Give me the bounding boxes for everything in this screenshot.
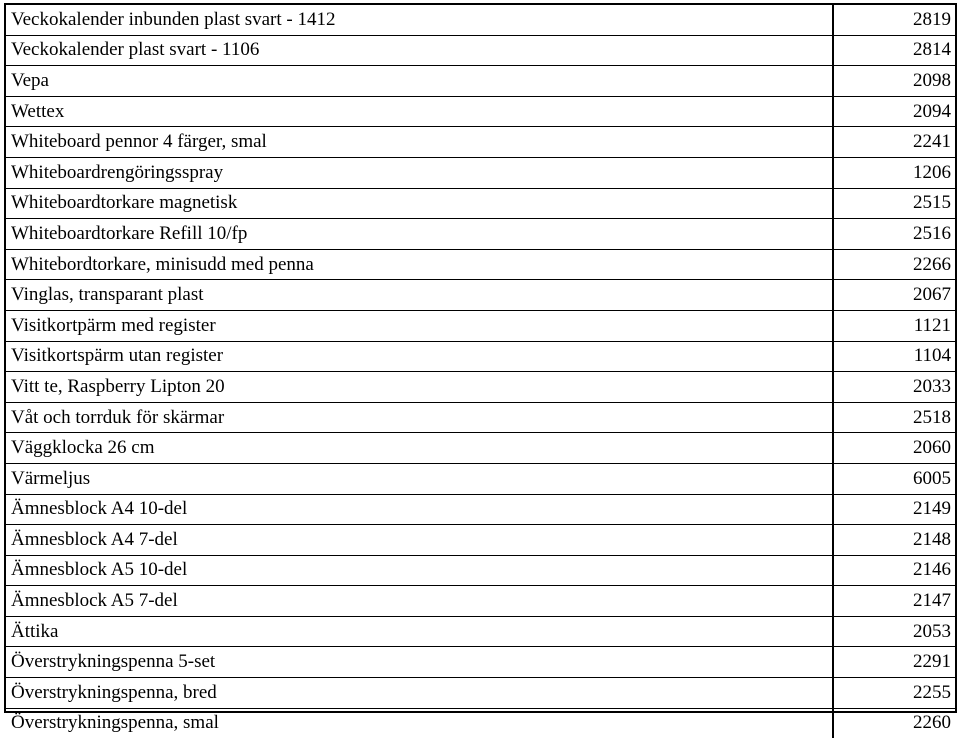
table-row [6,525,955,556]
table-row [6,678,955,709]
product-name-cell: Whitebordtorkare, minisudd med penna [6,249,833,280]
product-name-cell: Väggklocka 26 cm [6,433,833,464]
table-row [6,280,955,311]
product-number-cell: 2098 [833,66,955,97]
product-name-cell: Whiteboardtorkare magnetisk [6,188,833,219]
product-number-cell: 2148 [833,525,955,556]
product-number-cell: 2241 [833,127,955,158]
product-number-cell: 2516 [833,219,955,250]
table-row [6,157,955,188]
product-name-cell: Veckokalender inbunden plast svart - 1412 [6,5,833,35]
table-row [6,341,955,372]
product-number-cell: 2067 [833,280,955,311]
product-number-cell: 2060 [833,433,955,464]
product-name-cell: Överstrykningspenna, bred [6,678,833,709]
product-number-cell: 6005 [833,463,955,494]
product-name-cell: Visitkortpärm med register [6,310,833,341]
product-name-cell: Vepa [6,66,833,97]
product-number-cell: 2291 [833,647,955,678]
table-row [6,5,955,35]
product-name-cell: Värmeljus [6,463,833,494]
table-row [6,66,955,97]
product-number-cell: 2515 [833,188,955,219]
product-name-cell: Ämnesblock A5 7-del [6,586,833,617]
product-number-cell: 2814 [833,35,955,66]
product-number-cell: 2266 [833,249,955,280]
product-list-sheet [4,3,957,734]
table-row [6,402,955,433]
table-row [6,310,955,341]
product-number-cell: 2819 [833,5,955,35]
product-number-cell: 2518 [833,402,955,433]
product-name-cell: Veckokalender plast svart - 1106 [6,35,833,66]
product-name-cell: Överstrykningspenna, smal [6,708,833,738]
product-name-cell: Whiteboard pennor 4 färger, smal [6,127,833,158]
product-name-cell: Ämnesblock A4 10-del [6,494,833,525]
product-number-cell: 1104 [833,341,955,372]
product-number-cell: 2147 [833,586,955,617]
product-number-cell: 2033 [833,372,955,403]
table-row [6,494,955,525]
product-name-cell: Ämnesblock A4 7-del [6,525,833,556]
product-name-cell: Ämnesblock A5 10-del [6,555,833,586]
product-name-cell: Vitt te, Raspberry Lipton 20 [6,372,833,403]
product-number-cell: 2255 [833,678,955,709]
table-row [6,616,955,647]
table-row [6,188,955,219]
product-table-body [6,5,955,738]
product-name-cell: Whiteboardrengöringsspray [6,157,833,188]
table-row [6,555,955,586]
table-row [6,35,955,66]
product-number-cell: 1206 [833,157,955,188]
table-row [6,372,955,403]
product-number-cell: 2094 [833,96,955,127]
product-name-cell: Wettex [6,96,833,127]
product-name-cell: Vinglas, transparant plast [6,280,833,311]
table-row [6,586,955,617]
product-name-cell: Ättika [6,616,833,647]
product-number-cell: 1121 [833,310,955,341]
product-table [6,5,955,738]
product-number-cell: 2260 [913,712,951,734]
table-row [6,249,955,280]
product-number-cell: 2053 [833,616,955,647]
product-number-cell: 2146 [833,555,955,586]
product-name-cell: Våt och torrduk för skärmar [6,402,833,433]
table-row [6,127,955,158]
product-name-cell: Whiteboardtorkare Refill 10/fp [6,219,833,250]
product-name-cell: Visitkortspärm utan register [6,341,833,372]
product-name-cell: Överstrykningspenna 5-set [6,647,833,678]
table-row [6,708,955,738]
table-row [6,433,955,464]
table-row [6,647,955,678]
table-row [6,219,955,250]
table-row [6,463,955,494]
product-number-cell: 2149 [833,494,955,525]
table-row [6,96,955,127]
